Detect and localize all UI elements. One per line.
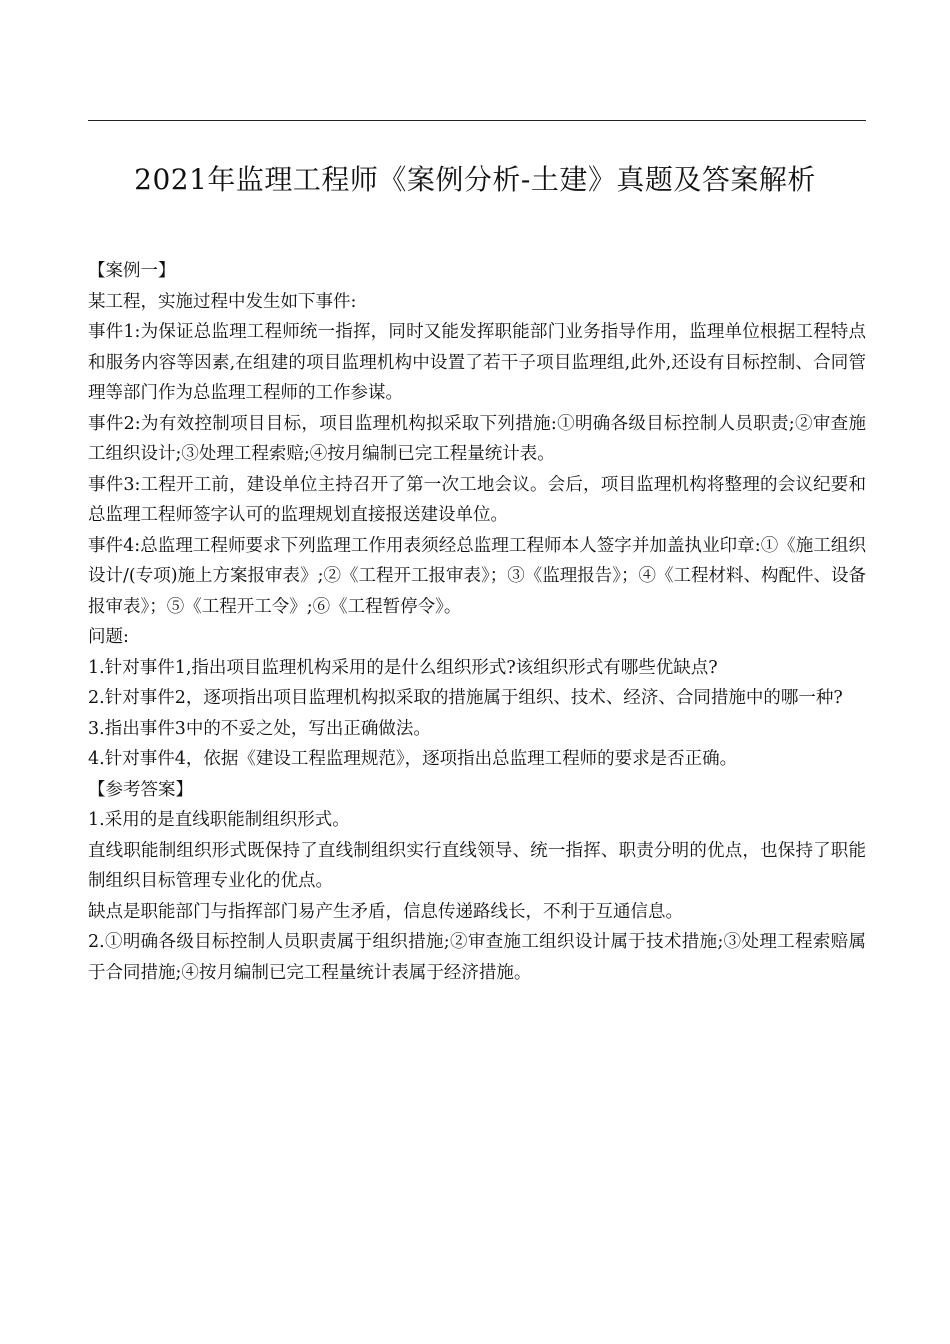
questions-label: 问题: xyxy=(88,627,129,647)
event-4: 事件4:总监理工程师要求下列监理工作用表须经总监理工程师本人签字并加盖执业印章:①《施工组织设计/(专项)施上方案报审表》;②《工程开工报审表》；③《监理报告》；④《工程材料、构配件、设备报审表》；⑤《工程开工令》;⑥《工程暂停令》。 xyxy=(88,535,866,617)
question-2: 2.针对事件2，逐项指出项目监理机构拟采取的措施属于组织、技术、经济、合同措施中的哪一种? xyxy=(88,688,843,708)
answer-1-pros: 直线职能制组织形式既保持了直线制组织实行直线领导、统一指挥、职责分明的优点，也保持了职能制组织目标管理专业化的优点。 xyxy=(88,840,866,891)
event-1: 事件1:为保证总监理工程师统一指挥，同时又能发挥职能部门业务指导作用，监理单位根据工程特点和服务内容等因素,在组建的项目监理机构中设置了若干子项目监理组,此外,还设有目标控制、合同管理等部门作为总监理工程师的工作参谋。 xyxy=(88,322,866,403)
answer-2: 2.①明确各级目标控制人员职责属于组织措施;②审查施工组织设计属于技术措施;③处理工程索赔属于合同措施;④按月编制已完工程量统计表属于经济措施。 xyxy=(88,932,866,983)
answer-heading: 【参考答案】 xyxy=(88,779,193,800)
question-1: 1.针对事件1,指出项目监理机构采用的是什么组织形式?该组织形式有哪些优缺点? xyxy=(88,657,718,678)
document-body xyxy=(88,256,866,988)
question-3: 3.指出事件3中的不妥之处，写出正确做法。 xyxy=(88,718,431,739)
event-2: 事件2:为有效控制项目目标，项目监理机构拟采取下列措施:①明确各级目标控制人员职责;②审查施工组织设计;③处理工程索赔;④按月编制已完工程量统计表。 xyxy=(88,413,866,464)
answer-1-cons: 缺点是职能部门与指挥部门易产生矛盾，信息传递路线长，不利于互通信息。 xyxy=(88,901,683,922)
event-3: 事件3:工程开工前，建设单位主持召开了第一次工地会议。会后，项目监理机构将整理的会议纪要和总监理工程师签字认可的监理规划直接报送建设单位。 xyxy=(88,474,866,525)
header-rule xyxy=(88,120,866,121)
case-heading: 【案例一】 xyxy=(88,261,176,281)
question-4: 4.针对事件4，依据《建设工程监理规范》，逐项指出总监理工程师的要求是否正确。 xyxy=(88,749,738,769)
document-title: 2021年监理工程师《案例分析-土建》真题及答案解析 xyxy=(134,163,816,196)
answer-1: 1.采用的是直线职能制组织形式。 xyxy=(88,810,350,830)
case-intro: 某工程，实施过程中发生如下事件: xyxy=(88,291,357,312)
